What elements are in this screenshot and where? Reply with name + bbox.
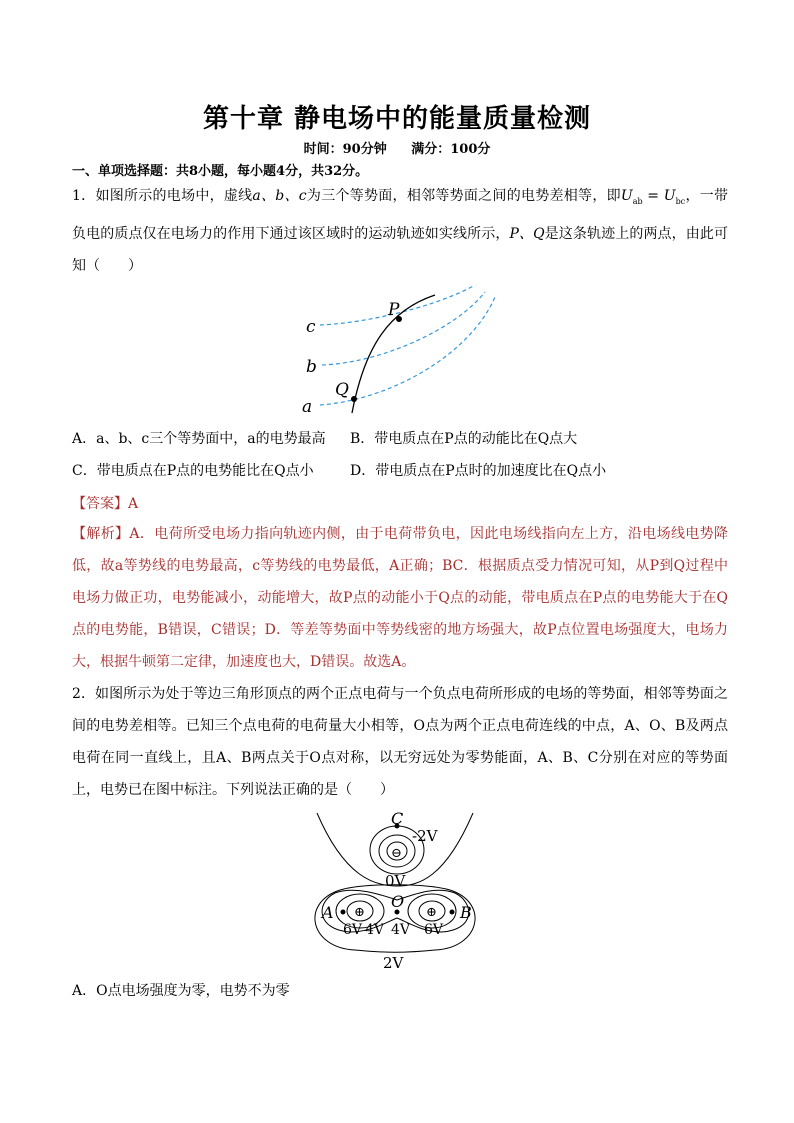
label-6v-right: 6V	[424, 922, 444, 938]
label-2v: 2V	[383, 954, 404, 972]
q1-sub-bc: bc	[675, 196, 686, 206]
positive-charge-left: ⊕	[354, 905, 365, 920]
q1-text-3: ，一带负电的质点仅在电场力的作用下通过该区域时的运动轨迹如实线所示，	[72, 188, 728, 242]
q1-option-b[interactable]: B．带电质点在P点的动能比在Q点大	[350, 431, 578, 447]
q1-u-ab: U	[620, 188, 633, 204]
analysis-tag: 【解析】	[72, 526, 130, 542]
point-a	[341, 910, 346, 915]
q1-text-2: 为三个等势面，相邻等势面之间的电势差相等，即	[306, 188, 621, 204]
label-q: Q	[335, 380, 349, 400]
label-4v-left: 4V	[365, 922, 385, 938]
label-4v-mid: 4V	[391, 922, 411, 938]
q1-u-bc: U	[663, 188, 676, 204]
q2-option-a[interactable]: A．O点电场强度为零，电势不为零	[72, 983, 290, 999]
q1-abc: a、b、c	[252, 188, 307, 204]
q1-analysis	[72, 518, 728, 678]
question-1-stem: 1．如图所示的电场中，虚线a、b、c为三个等势面，相邻等势面之间的电势差相等，即$U_{ab} = U_{bc}$，一带负电的质点仅在电场力的作用下通过该区域时的运动轨迹如实线所示，P、Q是这条轨迹上的两点，由此可知（ ）	[72, 188, 729, 274]
equipotential-b	[322, 292, 485, 365]
q1-answer: 【答案】A	[72, 496, 139, 512]
label-neg2v: -2V	[412, 827, 438, 845]
time-label: 时间：90分钟	[303, 142, 387, 157]
negative-charge: ⊖	[391, 846, 402, 861]
label-C: C	[391, 809, 404, 828]
score-label: 满分：100分	[411, 142, 491, 157]
page-title: 第十章 静电场中的能量质量检测	[202, 104, 592, 134]
point-b	[450, 910, 455, 915]
figure-2-equipotential	[305, 808, 485, 978]
label-0v: 0V	[385, 872, 406, 890]
label-6v-left: 6V	[343, 922, 363, 938]
section-heading: 一、单项选择题：共8小题，每小题4分，共32分。	[72, 164, 369, 179]
figure-1-equipotential	[290, 285, 520, 415]
q1-option-c[interactable]: C．带电质点在P点的电势能比在Q点小	[72, 463, 314, 479]
q1-text-1: 1．如图所示的电场中，虚线	[72, 188, 253, 204]
q1-option-a[interactable]: A．a、b、c三个等势面中，a的电势最高	[72, 431, 326, 447]
exam-info	[0, 138, 794, 157]
label-A: A	[322, 903, 334, 922]
label-c: c	[306, 317, 316, 337]
positive-charge-right: ⊕	[426, 905, 437, 920]
q1-option-d[interactable]: D．带电质点在P点时的加速度比在Q点小	[350, 463, 607, 479]
label-b: b	[306, 357, 317, 377]
question-2-stem: 2．如图所示为处于等边三角形顶点的两个正点电荷与一个负点电荷所形成的电场的等势面，相邻等势面之间的电势差相等。已知三个点电荷的电荷量大小相等，O点为两个正点电荷连线的中点，A、O、B及两点电荷在同一直线上，且A、B两点关于O点对称，以无穷远处为零势能面，A、B、C分别在对应的等势面上，电势已在图中标注。下列说法正确的是（ ）	[72, 686, 728, 798]
q1-sub-ab: ab	[632, 196, 643, 206]
q1-text-4: 是这条轨迹上的两点，由此可知（ ）	[72, 225, 729, 274]
point-q	[351, 396, 357, 402]
q1-pq: P、Q	[509, 225, 545, 242]
label-O: O	[391, 892, 405, 911]
label-a: a	[302, 397, 313, 415]
analysis-text: A．电荷所受电场力指向轨迹内侧，由于电荷带负电，因此电场线指向左上方，沿电场线电势降低，故a等势线的电势最高，c等势线的电势最低，A正确；BC．根据质点受力情况可知，从P到Q过程中电场力做正功，电势能减小，动能增大，故P点的动能小于Q点的动能，带电质点在P点的电势能大于在Q点的电势能，B错误，C错误；D．等差等势面中等势线密的地方场强大，故P点位置电场强度大，电场力大，根据牛顿第二定律，加速度也大，D错误。故选A。	[72, 526, 729, 670]
label-p: P	[388, 300, 400, 320]
label-B: B	[460, 903, 472, 922]
